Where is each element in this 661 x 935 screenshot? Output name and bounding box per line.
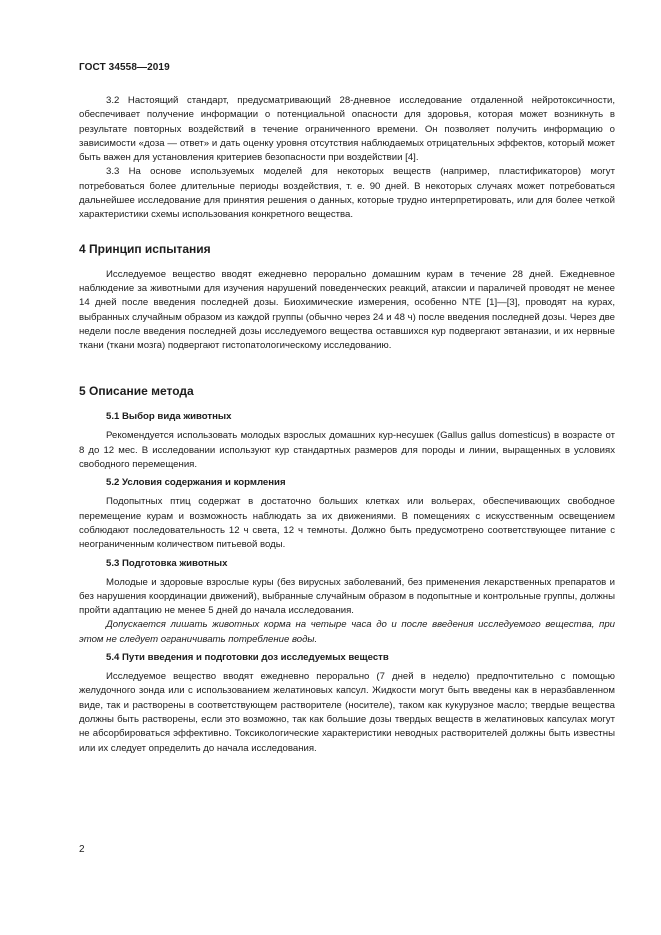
subsection-5-3-heading: 5.3 Подготовка животных bbox=[106, 557, 228, 569]
subsection-5-4-heading: 5.4 Пути введения и подготовки доз исследуемых веществ bbox=[106, 652, 389, 664]
subsection-5-2-heading: 5.2 Условия содержания и кормления bbox=[106, 477, 286, 489]
page-body bbox=[79, 94, 615, 756]
subsection-5-1-text: Рекомендуется использовать молодых взрослых домашних кур-несушек (Gallus gallus domesticus) в возрасте от 8 до 12 мес. В исследовании используют кур стандартных размеров для породы и линии, выращенных в условиях свободного перемещения. bbox=[79, 430, 615, 471]
subsection-5-4-text: Исследуемое вещество вводят ежедневно перорально (7 дней в неделю) предпочтительно с помощью желудочного зонда или с использованием желатиновых капсул. Жидкости могут быть введены как в неразбавленном виде, так и растворены в соответствующем растворителе (носителе), таком как кукурузное масло; твердые вещества должны быть растворены, если это возможно, так как большие дозы твердых веществ в желатиновых капсулах могут не абсорбироваться эффективно. Токсикологические характеристики неводных растворителей должны быть известны или их следует определить до начала исследования. bbox=[79, 671, 615, 754]
section-4-heading: 4 Принцип испытания bbox=[79, 241, 211, 256]
section-4-text: Исследуемое вещество вводят ежедневно перорально домашним курам в течение 28 дней. Ежедневное наблюдение за животными для изучения нарушений поведенческих реакций, атаксии и параличей проводят не менее 14 дней после введения последней дозы. Биохимические измерения, особенно NTE [1]—[3], проводят на курах, выбранных случайным образом из каждой группы (обычно через 24 и 48 ч) после введения последней дозы. Через две недели после введения последней дозы исследуемого вещества оставшихся кур подвергают эвтаназии, и их нервные ткани (ткани мозга) подвергают гистопатологическому исследованию. bbox=[79, 268, 615, 352]
subsection-5-3-text: Молодые и здоровые взрослые куры (без вирусных заболеваний, без применения лекарственных препаратов и без нарушения координации движений), выбранные случайным образом в подопытные и контрольные группы, должны пройти адаптацию не менее 5 дней до начала исследования. bbox=[79, 576, 615, 617]
subsection-5-2-text: Подопытных птиц содержат в достаточно больших клетках или вольерах, обеспечивающих свободное перемещение курам и возможность наблюдать за их движениями. В помещениях с искусственным освещением соблюдают последовательность 12 ч света, 12 ч темноты. Должно быть предусмотрено соответствующее питание с неограниченным количеством питьевой воды. bbox=[79, 496, 615, 551]
page-number: 2 bbox=[79, 844, 85, 855]
document-code-header: ГОСТ 34558—2019 bbox=[79, 62, 170, 73]
paragraph-3-3: 3.3 На основе используемых моделей для некоторых веществ (например, пластификаторов) могут потребоваться более длительные периоды воздействия, т. е. 90 дней. В некоторых случаях может потребоваться дальнейшее исследование для принятия решения о данных, которые трудно интерпретировать, или для более четкой характеристики схемы использования конкретного вещества. bbox=[79, 166, 615, 221]
subsection-5-3-note: Допускается лишать животных корма на четыре часа до и после введения исследуемого вещества, при этом не следует ограничивать потребление воды. bbox=[79, 619, 615, 645]
subsection-5-1-heading: 5.1 Выбор вида животных bbox=[106, 411, 232, 423]
paragraph-3-2: 3.2 Настоящий стандарт, предусматривающий 28-дневное исследование отдаленной нейротоксичности, обеспечивает получение информации о потенциальной опасности для здоровья, которая может возникнуть в результате повторных воздействий в течение ограниченного времени. Он позволяет получить информацию о зависимости «доза — ответ» и дать оценку уровня отсутствия наблюдаемых отрицательных эффектов, который может быть важен для установления критериев безопасности при воздействии [4]. bbox=[79, 95, 615, 164]
section-5-heading: 5 Описание метода bbox=[79, 384, 194, 399]
